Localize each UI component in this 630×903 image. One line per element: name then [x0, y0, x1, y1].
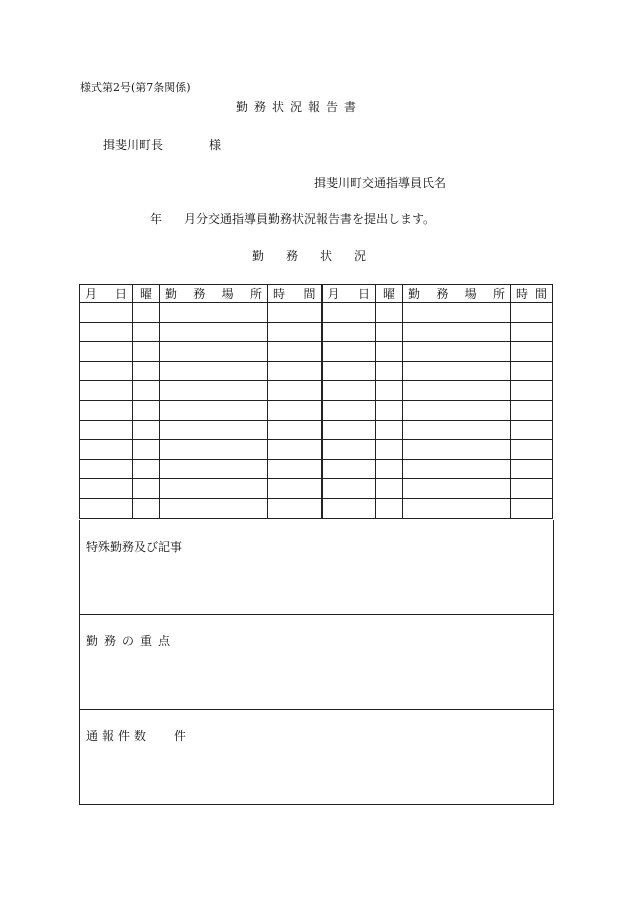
- submission-statement: [150, 212, 435, 226]
- table-cell: [160, 420, 268, 440]
- table-cell: [133, 459, 160, 479]
- section-title-char: 況: [354, 249, 377, 263]
- year-suffix: 年: [150, 212, 163, 226]
- table-cell: [322, 361, 376, 381]
- table-cell: [376, 342, 403, 362]
- table-cell: [268, 420, 322, 440]
- special-duty-box: [79, 520, 554, 615]
- table-cell: [160, 498, 268, 518]
- header-location: 勤 務 場 所: [160, 285, 268, 303]
- table-cell: [133, 420, 160, 440]
- table-row: [80, 479, 553, 499]
- table-cell: [160, 361, 268, 381]
- table-row: [80, 361, 553, 381]
- table-cell: [80, 381, 133, 401]
- table-cell: [403, 459, 511, 479]
- table-row: [80, 400, 553, 420]
- table-cell: [376, 420, 403, 440]
- header-location: 勤 務 場 所: [403, 285, 511, 303]
- table-cell: [376, 479, 403, 499]
- table-cell: [133, 440, 160, 460]
- table-cell: [403, 381, 511, 401]
- table-cell: [80, 420, 133, 440]
- table-cell: [322, 400, 376, 420]
- table-cell: [160, 459, 268, 479]
- table-cell: [403, 498, 511, 518]
- table-cell: [133, 400, 160, 420]
- table-cell: [80, 400, 133, 420]
- addressee-name: 揖斐川町長: [103, 138, 164, 152]
- section-title-char: 勤: [252, 249, 275, 263]
- table-cell: [376, 440, 403, 460]
- header-month-day: 月 日: [322, 285, 376, 303]
- report-count-box: [79, 709, 554, 805]
- table-cell: [268, 400, 322, 420]
- table-cell: [511, 498, 553, 518]
- table-cell: [80, 440, 133, 460]
- table-cell: [322, 498, 376, 518]
- special-duty-label: 特殊勤務及び記事: [86, 540, 183, 554]
- reporter-name-label: 揖斐川町交通指導員氏名: [314, 176, 447, 190]
- duty-table: [79, 284, 553, 519]
- table-cell: [511, 420, 553, 440]
- table-cell: [80, 361, 133, 381]
- table-cell: [511, 479, 553, 499]
- table-cell: [268, 303, 322, 323]
- table-cell: [268, 361, 322, 381]
- report-count-line: [86, 727, 186, 744]
- table-cell: [403, 322, 511, 342]
- table-cell: [322, 342, 376, 362]
- table-cell: [268, 440, 322, 460]
- table-cell: [511, 459, 553, 479]
- section-title-char: 務: [286, 249, 309, 263]
- table-cell: [268, 381, 322, 401]
- table-cell: [80, 479, 133, 499]
- table-cell: [322, 303, 376, 323]
- table-cell: [322, 322, 376, 342]
- table-cell: [511, 322, 553, 342]
- header-month-day: 月 日: [80, 285, 133, 303]
- table-cell: [403, 342, 511, 362]
- table-row: [80, 342, 553, 362]
- table-cell: [80, 459, 133, 479]
- duty-priority-label: 勤務の重点: [86, 634, 177, 648]
- table-cell: [511, 342, 553, 362]
- submission-sentence: 月分交通指導員勤務状況報告書を提出します。: [184, 212, 436, 226]
- table-header-row: [80, 285, 553, 303]
- table-cell: [80, 498, 133, 518]
- table-cell: [268, 498, 322, 518]
- duty-table-body: [80, 303, 553, 519]
- table-cell: [160, 342, 268, 362]
- table-cell: [376, 322, 403, 342]
- table-cell: [80, 322, 133, 342]
- table-cell: [403, 420, 511, 440]
- table-row: [80, 459, 553, 479]
- table-cell: [403, 400, 511, 420]
- table-cell: [403, 303, 511, 323]
- report-count-unit: 件: [174, 729, 187, 743]
- table-cell: [268, 459, 322, 479]
- table-cell: [133, 498, 160, 518]
- table-row: [80, 440, 553, 460]
- table-row: [80, 322, 553, 342]
- document-title: 勤務状況報告書: [236, 100, 363, 114]
- header-weekday: 曜: [376, 285, 403, 303]
- table-cell: [160, 322, 268, 342]
- duty-priority-box: [79, 614, 554, 710]
- table-cell: [80, 303, 133, 323]
- table-cell: [511, 381, 553, 401]
- table-cell: [160, 400, 268, 420]
- table-cell: [80, 342, 133, 362]
- table-cell: [511, 303, 553, 323]
- table-cell: [133, 322, 160, 342]
- table-cell: [268, 342, 322, 362]
- addressee-line: [103, 138, 221, 152]
- section-title: [252, 249, 376, 263]
- table-cell: [376, 381, 403, 401]
- table-cell: [160, 440, 268, 460]
- table-cell: [376, 361, 403, 381]
- table-cell: [133, 303, 160, 323]
- table-cell: [403, 440, 511, 460]
- table-cell: [133, 381, 160, 401]
- table-cell: [133, 479, 160, 499]
- table-cell: [160, 479, 268, 499]
- table-cell: [376, 498, 403, 518]
- table-row: [80, 498, 553, 518]
- table-cell: [376, 459, 403, 479]
- table-cell: [268, 479, 322, 499]
- table-cell: [403, 479, 511, 499]
- table-cell: [403, 361, 511, 381]
- report-count-label: 通報件数: [86, 729, 151, 743]
- table-cell: [268, 322, 322, 342]
- table-cell: [160, 381, 268, 401]
- header-time: 時 間: [268, 285, 322, 303]
- table-row: [80, 303, 553, 323]
- table-cell: [322, 479, 376, 499]
- table-cell: [322, 420, 376, 440]
- table-cell: [322, 381, 376, 401]
- table-cell: [322, 440, 376, 460]
- table-cell: [160, 303, 268, 323]
- form-number-label: 様式第2号(第7条関係): [80, 81, 191, 94]
- table-cell: [511, 440, 553, 460]
- table-cell: [511, 361, 553, 381]
- table-row: [80, 420, 553, 440]
- section-title-char: 状: [320, 249, 343, 263]
- header-time: 時 間: [511, 285, 553, 303]
- table-cell: [376, 303, 403, 323]
- table-cell: [322, 459, 376, 479]
- table-cell: [376, 400, 403, 420]
- table-row: [80, 381, 553, 401]
- addressee-honorific: 様: [209, 138, 222, 152]
- header-weekday: 曜: [133, 285, 160, 303]
- table-cell: [133, 361, 160, 381]
- table-cell: [511, 400, 553, 420]
- table-cell: [133, 342, 160, 362]
